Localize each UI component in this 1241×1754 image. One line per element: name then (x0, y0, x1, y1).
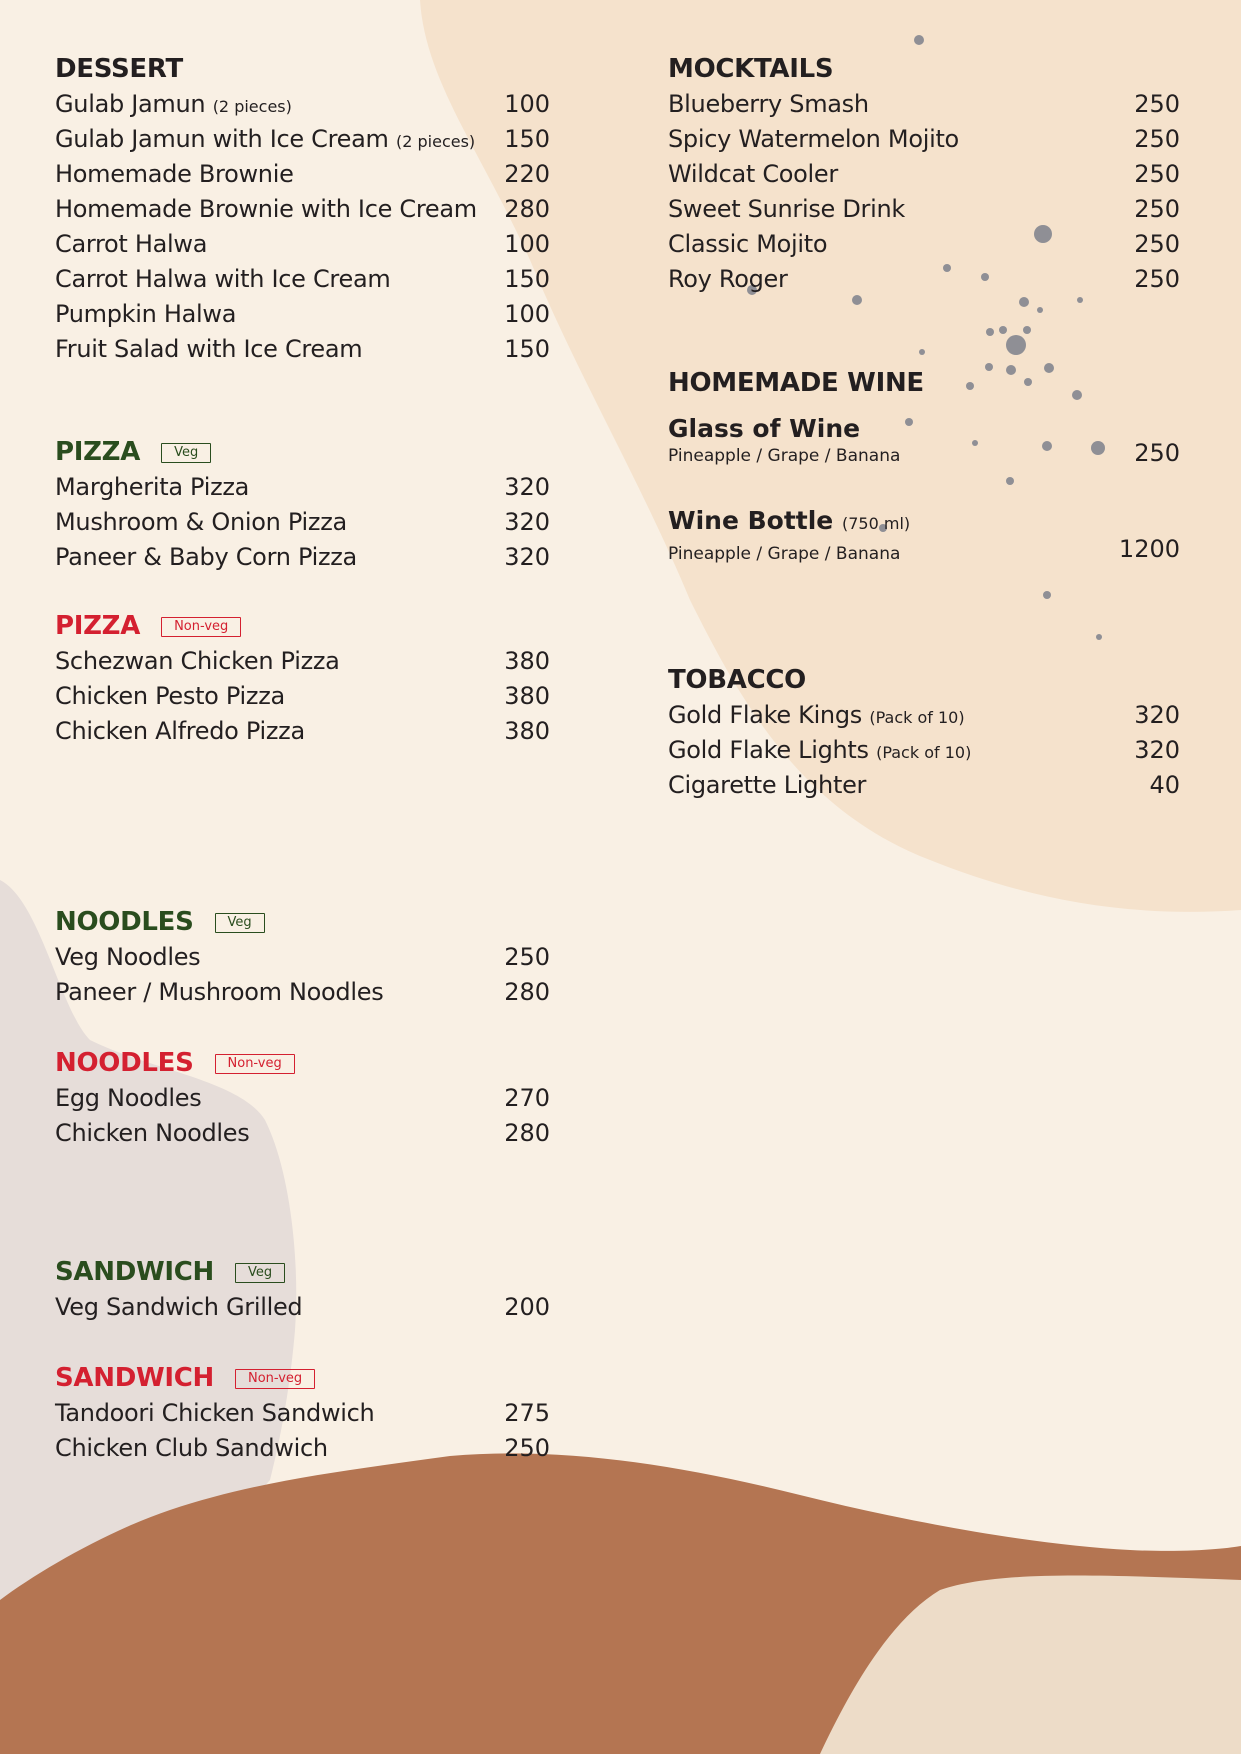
item-name: Chicken Pesto Pizza (55, 682, 285, 710)
mocktails-section (668, 52, 1180, 297)
item-price: 40 (1149, 771, 1180, 799)
item-price: 250 (504, 1434, 550, 1462)
wine-item (668, 505, 1180, 565)
item-name: Gulab Jamun with Ice Cream (55, 125, 389, 153)
item-name: Fruit Salad with Ice Cream (55, 335, 363, 363)
item-note: (2 pieces) (395, 132, 476, 151)
item-price: 100 (504, 90, 550, 118)
item-note: (750 ml) (841, 514, 911, 533)
item-name: Wine Bottle (668, 506, 834, 535)
menu-item (55, 940, 555, 975)
item-price: 150 (504, 265, 550, 293)
item-name: Veg Noodles (55, 943, 201, 971)
item-name: Classic Mojito (668, 230, 828, 258)
menu-item (668, 192, 1180, 227)
item-price: 320 (1134, 701, 1180, 729)
section-title: TOBACCO (668, 665, 806, 695)
item-flavours: Pineapple / Grape / Banana (668, 544, 901, 564)
item-price: 320 (504, 473, 550, 501)
menu-item (55, 1081, 555, 1116)
noodles-nonveg-section (55, 1046, 555, 1151)
menu-item (55, 644, 555, 679)
item-price: 100 (504, 230, 550, 258)
item-name: Chicken Noodles (55, 1119, 250, 1147)
item-name: Paneer / Mushroom Noodles (55, 978, 384, 1006)
item-flavours: Pineapple / Grape / Banana (668, 446, 901, 466)
item-price: 250 (1134, 90, 1180, 118)
menu-item (668, 733, 1180, 768)
item-price: 1200 (1118, 535, 1180, 563)
item-name: Chicken Alfredo Pizza (55, 717, 305, 745)
menu-item (668, 87, 1180, 122)
homemade-wine-section (668, 366, 1180, 565)
menu-item (55, 1396, 555, 1431)
item-name: Roy Roger (668, 265, 788, 293)
item-price: 280 (504, 978, 550, 1006)
menu-item (55, 332, 555, 367)
veg-badge: Veg (215, 913, 265, 933)
section-title: PIZZA (55, 611, 141, 641)
item-name: Mushroom & Onion Pizza (55, 508, 347, 536)
tobacco-section (668, 663, 1180, 803)
item-name: Veg Sandwich Grilled (55, 1293, 303, 1321)
item-price: 320 (1134, 736, 1180, 764)
menu-item (55, 505, 555, 540)
section-title: NOODLES (55, 907, 194, 937)
dessert-section (55, 52, 555, 367)
menu-item (55, 714, 555, 749)
pizza-veg-section (55, 435, 555, 575)
section-title: SANDWICH (55, 1363, 214, 1393)
menu-item (668, 768, 1180, 803)
item-price: 250 (1134, 230, 1180, 258)
item-name: Sweet Sunrise Drink (668, 195, 905, 223)
item-price: 320 (504, 543, 550, 571)
item-name: Carrot Halwa (55, 230, 208, 258)
veg-badge: Veg (235, 1263, 285, 1283)
item-name: Gulab Jamun (55, 90, 206, 118)
nonveg-badge: Non-veg (161, 617, 241, 637)
item-price: 250 (1134, 265, 1180, 293)
item-price: 100 (504, 300, 550, 328)
menu-item (668, 227, 1180, 262)
section-title: HOMEMADE WINE (668, 368, 924, 398)
item-name: Schezwan Chicken Pizza (55, 647, 340, 675)
item-price: 250 (1134, 195, 1180, 223)
item-price: 250 (504, 943, 550, 971)
section-title: MOCKTAILS (668, 54, 834, 84)
item-name: Blueberry Smash (668, 90, 869, 118)
item-price: 380 (504, 647, 550, 675)
menu-item (55, 540, 555, 575)
menu-item (668, 262, 1180, 297)
item-name: Carrot Halwa with Ice Cream (55, 265, 391, 293)
item-name: Homemade Brownie with Ice Cream (55, 195, 477, 223)
item-name: Paneer & Baby Corn Pizza (55, 543, 357, 571)
item-price: 280 (504, 195, 550, 223)
item-price: 250 (1134, 125, 1180, 153)
menu-item (668, 698, 1180, 733)
item-price: 200 (504, 1293, 550, 1321)
item-price: 320 (504, 508, 550, 536)
nonveg-badge: Non-veg (235, 1369, 315, 1389)
menu-item (55, 1290, 555, 1325)
menu-item (55, 122, 555, 157)
item-name: Pumpkin Halwa (55, 300, 237, 328)
item-price: 270 (504, 1084, 550, 1112)
veg-badge: Veg (161, 443, 211, 463)
item-price: 150 (504, 125, 550, 153)
item-price: 275 (504, 1399, 550, 1427)
menu-item (55, 1116, 555, 1151)
menu-item (55, 227, 555, 262)
menu-item (55, 1431, 555, 1466)
pizza-nonveg-section (55, 609, 555, 749)
item-price: 380 (504, 682, 550, 710)
item-name: Margherita Pizza (55, 473, 250, 501)
noodles-veg-section (55, 905, 555, 1010)
item-price: 280 (504, 1119, 550, 1147)
menu-item (55, 157, 555, 192)
menu-item (668, 122, 1180, 157)
item-name: Homemade Brownie (55, 160, 294, 188)
item-note: (2 pieces) (212, 97, 292, 116)
item-name: Spicy Watermelon Mojito (668, 125, 959, 153)
section-title: DESSERT (55, 54, 183, 84)
item-note: (Pack of 10) (876, 743, 972, 762)
menu-item (55, 192, 555, 227)
menu-item (55, 262, 555, 297)
item-price: 250 (1134, 160, 1180, 188)
section-title: SANDWICH (55, 1257, 214, 1287)
item-name: Gold Flake Kings (668, 701, 862, 729)
item-price: 380 (504, 717, 550, 745)
item-note: (Pack of 10) (869, 708, 965, 727)
item-name: Tandoori Chicken Sandwich (55, 1399, 375, 1427)
item-price: 250 (1134, 439, 1180, 467)
item-name: Gold Flake Lights (668, 736, 869, 764)
item-name: Chicken Club Sandwich (55, 1434, 328, 1462)
menu-item (55, 679, 555, 714)
sandwich-veg-section (55, 1255, 555, 1325)
menu-item (668, 157, 1180, 192)
item-price: 220 (504, 160, 550, 188)
menu-item (55, 975, 555, 1010)
sandwich-nonveg-section (55, 1361, 555, 1466)
menu-item (55, 87, 555, 122)
item-price: 150 (504, 335, 550, 363)
wine-item (668, 413, 1180, 473)
menu-item (55, 297, 555, 332)
menu-item (55, 470, 555, 505)
section-title: PIZZA (55, 437, 141, 467)
item-name: Wildcat Cooler (668, 160, 838, 188)
item-name: Cigarette Lighter (668, 771, 867, 799)
item-name: Glass of Wine (668, 414, 861, 443)
section-title: NOODLES (55, 1048, 194, 1078)
item-name: Egg Noodles (55, 1084, 202, 1112)
nonveg-badge: Non-veg (215, 1054, 295, 1074)
